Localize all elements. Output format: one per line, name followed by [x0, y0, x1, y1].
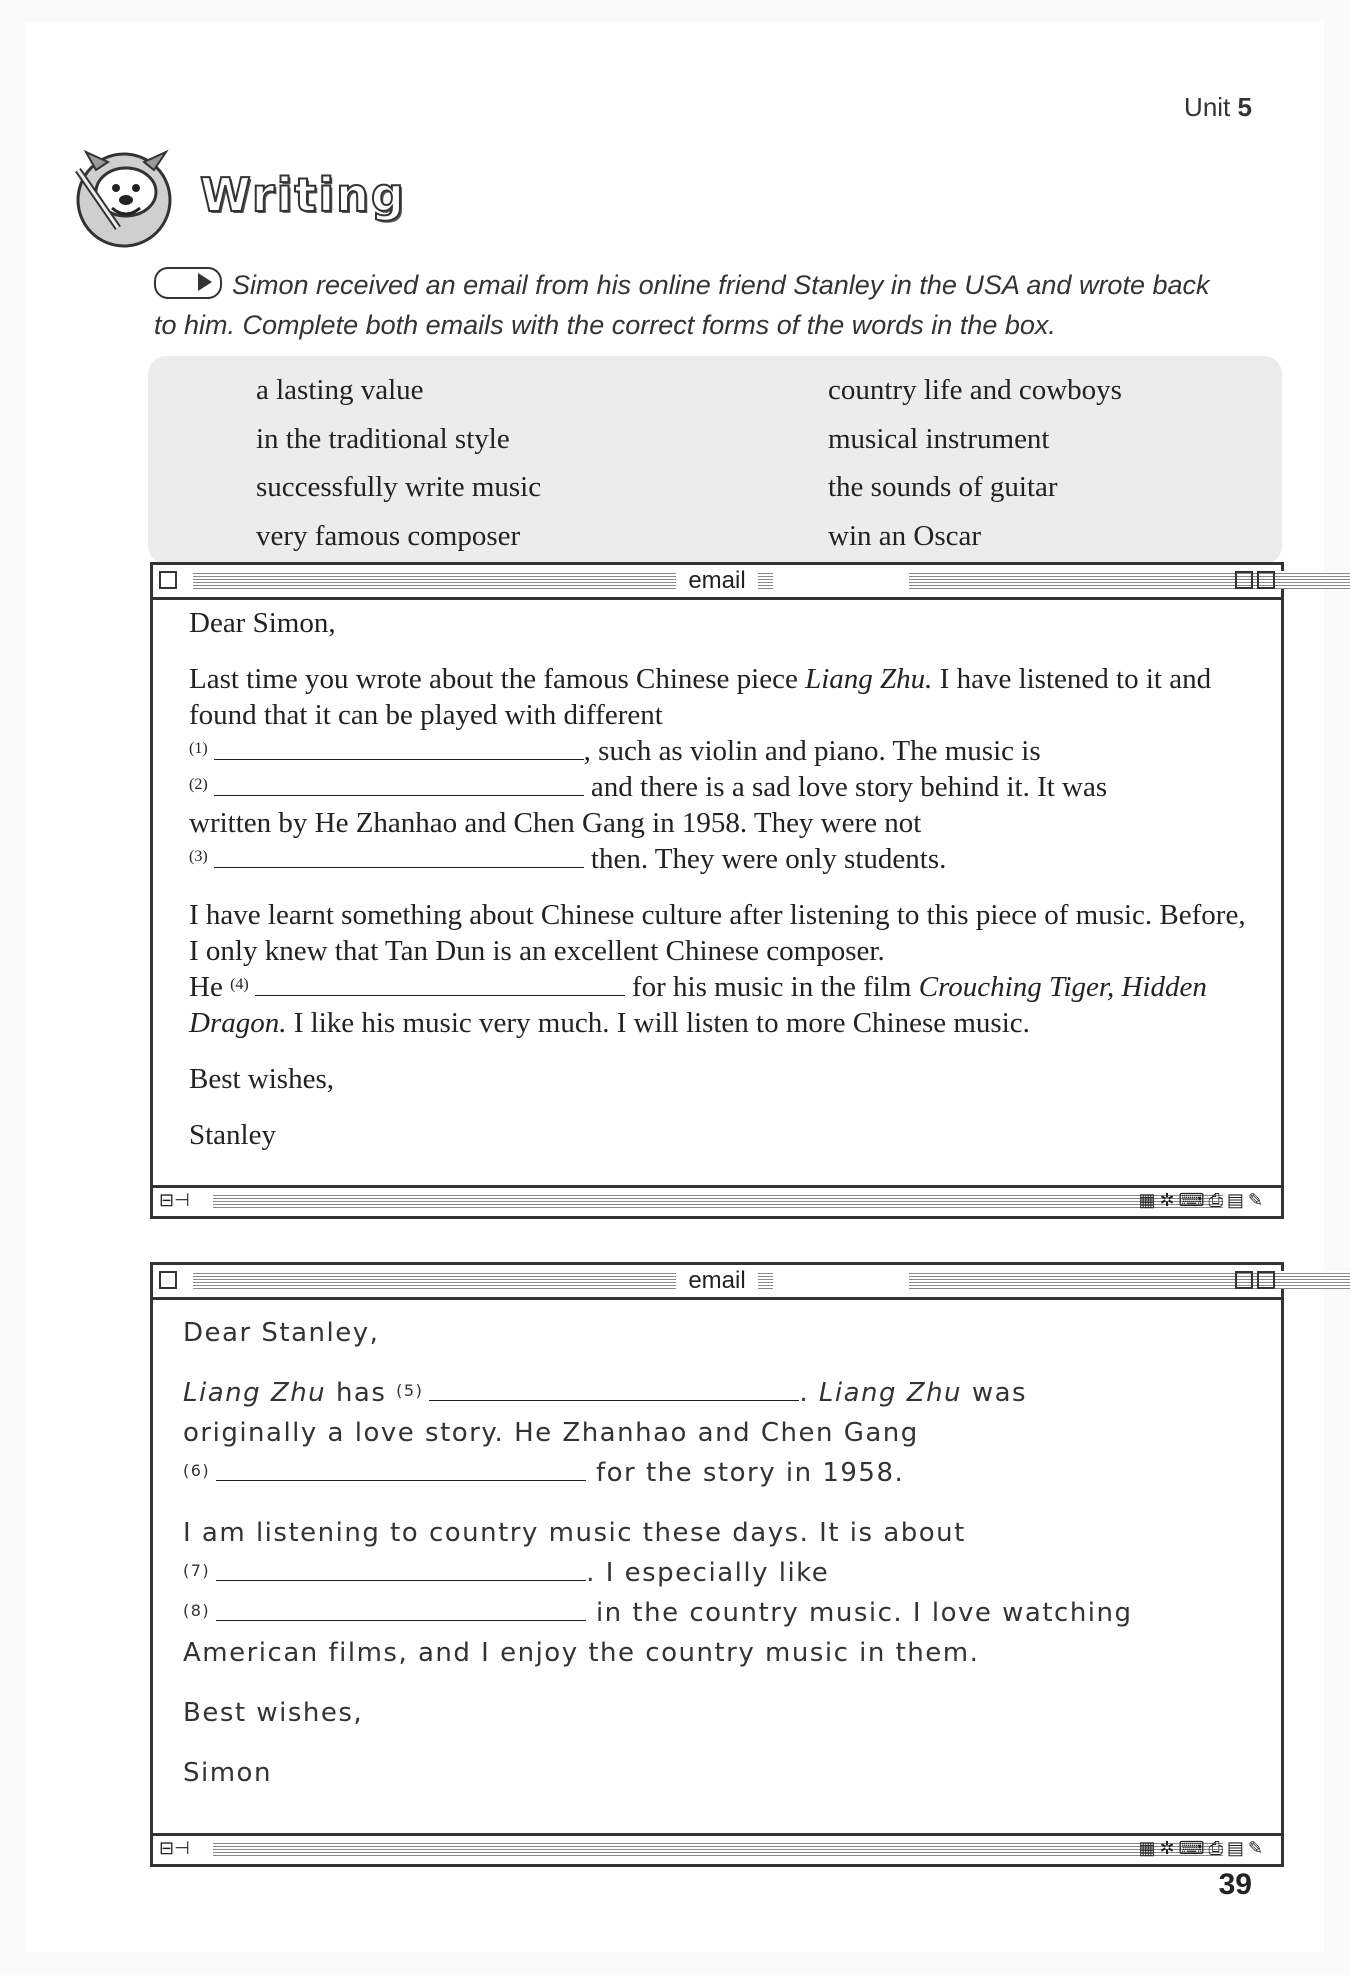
word-box-item: musical instrument	[828, 422, 1050, 455]
toolbar-icons[interactable]: ▦✲⌨⎙▤✎	[1138, 1838, 1267, 1858]
slider-icon[interactable]: ⊟⊣	[159, 1838, 190, 1858]
email-greeting: Dear Stanley,	[183, 1318, 380, 1348]
email-window-simon	[150, 1262, 1284, 1867]
answer-blank-4[interactable]	[255, 994, 625, 996]
email-greeting: Dear Simon,	[189, 607, 336, 639]
section-title: Writing	[200, 168, 406, 222]
collapse-box-icon[interactable]	[1257, 571, 1275, 589]
blank-number: (8)	[183, 1601, 211, 1620]
email-titlebar	[153, 1265, 1281, 1300]
blank-number: (2)	[189, 776, 208, 793]
answer-blank-3[interactable]	[214, 866, 584, 868]
answer-blank-1[interactable]	[214, 758, 584, 760]
email-statusbar	[153, 1833, 1281, 1864]
answer-blank-7[interactable]	[216, 1579, 586, 1581]
word-box-item: in the traditional style	[256, 422, 510, 455]
word-box-item: the sounds of guitar	[828, 471, 1058, 503]
email-paragraph: Liang Zhu has $^{(5)}$ . Liang Zhu was originally a love story. He Zhanhao and Chen Gang $^{(6)}$ for the story in 1958.	[183, 1378, 1028, 1488]
word-box-item: country life and cowboys	[828, 374, 1122, 406]
email-paragraph: I have learnt something about Chinese culture after listening to this piece of music. Before, I only knew that Tan Dun is an excellent Chinese composer. He $^{(4)}$ for his music in the film Crouching Tiger, Hidden Dragon. I like his music very much. I will listen to more Chinese music.	[189, 899, 1246, 1039]
email-window-title: email	[676, 567, 757, 594]
answer-blank-8[interactable]	[216, 1619, 586, 1621]
email-titlebar	[153, 565, 1281, 600]
play-icon	[154, 267, 222, 299]
word-box-left-column	[256, 366, 541, 560]
blank-number: (4)	[230, 976, 249, 993]
email-paragraph: Last time you wrote about the famous Chinese piece Liang Zhu. I have listened to it and found that it can be played with different $^{(1)}$ , such as violin and piano. The music is $^{(2)}$ and there is a sad love story behind it. It was written by He Zhanhao and Chen Gang in 1958. They were not $^{(3)}$ then. They were only students.	[189, 663, 1212, 875]
piece-title: Liang Zhu	[183, 1378, 327, 1408]
email-paragraph: I am listening to country music these days. It is about $^{(7)}$ . I especially like $^{(8)}$ in the country music. I love watching American films, and I enjoy the country music in them.	[183, 1518, 1133, 1668]
dog-mascot-icon	[66, 140, 186, 250]
slider-icon[interactable]: ⊟⊣	[159, 1190, 190, 1210]
piece-title: Liang Zhu	[818, 1378, 963, 1408]
blank-number: (6)	[183, 1461, 211, 1480]
piece-title: Liang Zhu.	[805, 663, 933, 695]
toolbar-icons[interactable]: ▦✲⌨⎙▤✎	[1138, 1190, 1267, 1210]
word-box-item: very famous composer	[256, 519, 521, 552]
answer-blank-2[interactable]	[214, 794, 584, 796]
answer-blank-5[interactable]	[429, 1399, 799, 1401]
email-closing: Best wishes,	[183, 1698, 364, 1728]
word-box-item: a lasting value	[256, 374, 424, 406]
word-box-item: successfully write music	[256, 471, 542, 503]
word-box-right-column	[828, 366, 1122, 560]
email-body	[189, 605, 1247, 1153]
film-title: Crouching Tiger, Hidden Dragon.	[189, 971, 1207, 1039]
blank-number: (3)	[189, 848, 208, 865]
email-signature: Stanley	[189, 1119, 276, 1151]
word-box-item: win an Oscar	[828, 519, 982, 552]
email-window-stanley	[150, 562, 1284, 1219]
email-statusbar	[153, 1185, 1281, 1216]
email-closing: Best wishes,	[189, 1063, 334, 1095]
word-box	[148, 356, 1282, 564]
page-number: 39	[1218, 1868, 1252, 1901]
blank-number: (7)	[183, 1561, 211, 1580]
workbook-page	[26, 22, 1324, 1952]
blank-number: (1)	[189, 740, 208, 757]
answer-blank-6[interactable]	[216, 1479, 586, 1481]
collapse-box-icon[interactable]	[1257, 1271, 1275, 1289]
zoom-box-icon[interactable]	[1235, 1271, 1253, 1289]
exercise-instruction: Simon received an email from his online friend Stanley in the USA and wrote back to him. Complete both emails with the correct forms of the words in the box.	[154, 265, 1234, 345]
email-signature: Simon	[183, 1758, 272, 1788]
unit-label: Unit 5	[1184, 92, 1252, 122]
zoom-box-icon[interactable]	[1235, 571, 1253, 589]
email-body	[183, 1313, 1247, 1793]
email-window-title: email	[676, 1267, 757, 1294]
section-header	[66, 140, 406, 250]
blank-number: (5)	[396, 1381, 424, 1400]
unit-number: 5	[1237, 92, 1252, 122]
